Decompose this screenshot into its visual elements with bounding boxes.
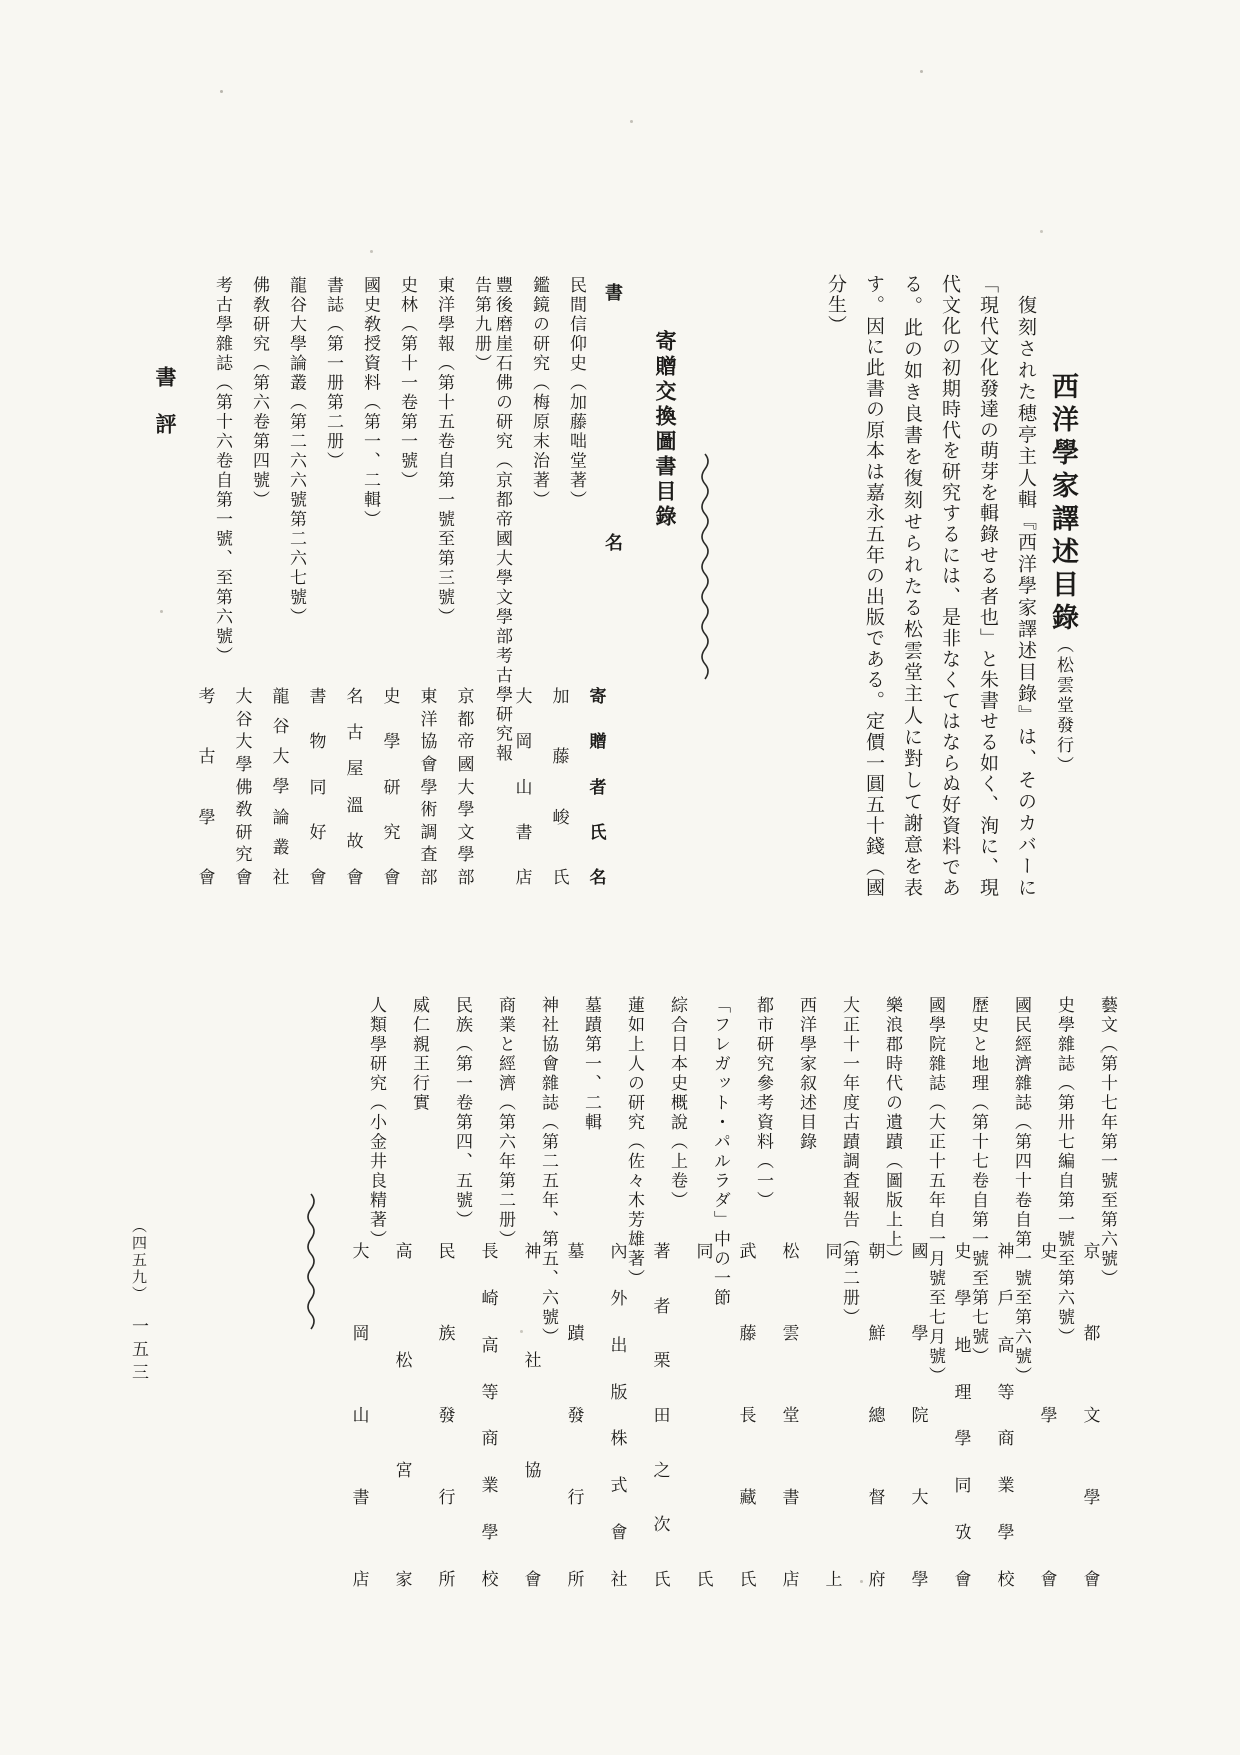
donor-char: 古 [346,723,364,743]
donor-char: 同 [954,1476,972,1496]
book-title: 國史敎授資料（第一、二輯） [361,276,380,530]
book-entry [198,276,233,916]
donor-char: 學 [1083,1488,1101,1507]
donor-char: 書 [515,822,533,842]
donor-char: 戶 [997,1288,1015,1308]
book-title: 都市研究參考資料（一） [754,996,773,1211]
donor-char: 版 [610,1382,628,1402]
donor-char: 名 [589,868,607,887]
donor-char: 京 [457,687,475,706]
donor-char: 族 [438,1324,456,1343]
donor-char: 著 [653,1242,671,1261]
donor-char: 同 [309,777,327,797]
donor-char: 大 [352,1242,370,1261]
article-publisher: （松雲堂發行） [1054,636,1073,776]
donor-char: 府 [868,1570,886,1589]
donor-char: 佛 [235,777,253,797]
book-entry [515,276,550,916]
donor-name [695,1243,715,1588]
donor-char: 峻 [552,807,570,827]
book-entry [235,276,270,916]
article-title: 西洋學家譯述目錄 [1048,372,1078,636]
donor-char: 溫 [346,795,364,815]
donor-char: 發 [567,1406,585,1425]
book-title: 墓蹟第一、二輯 [582,996,601,1133]
book-title: 龍谷大學論叢（第二六六號第二六七號） [287,276,306,627]
book-title: 歷史と地理（第十七卷自第一號至第七號） [969,996,988,1367]
donor-char: 高 [997,1335,1015,1355]
donor-char: 査 [420,845,438,865]
book-entry [481,996,516,1596]
donor-name [609,1243,629,1588]
donor-char: 洋 [420,709,438,729]
book-entry [696,996,731,1596]
donor-char: 物 [309,732,327,752]
donor-char: 贈 [589,732,607,752]
donor-char: 會 [420,754,438,774]
donor-char: 學 [457,800,475,820]
donor-char: 岡 [352,1324,370,1343]
donor-char: 崎 [481,1288,499,1308]
donor-char: 攷 [954,1523,972,1543]
donor-char: 行 [567,1488,585,1507]
donor-char: 式 [610,1476,628,1496]
donor-char: 校 [997,1569,1015,1589]
book-title: 商業と經濟（第六年第二册） [496,996,515,1250]
donor-char: 堂 [782,1406,800,1425]
donor-name [996,1243,1016,1588]
book-entry [438,996,473,1596]
donor-char: 長 [481,1242,499,1261]
donor-char: 會 [235,868,253,887]
donor-char: 蹟 [567,1324,585,1343]
donor-char: 學 [457,845,475,865]
donor-char: 學 [997,1523,1015,1543]
donor-char: 研 [383,777,401,797]
donor-char: 會 [346,867,364,887]
donor-name [514,688,534,886]
donor-char: 史 [383,687,401,706]
donor-char: 店 [782,1570,800,1589]
donor-char: 岡 [515,732,533,752]
book-entry [457,276,513,916]
donor-char: 鮮 [868,1324,886,1343]
donor-char: 松 [782,1242,800,1261]
donor-char: 所 [438,1570,456,1589]
donor-char: 帝 [457,732,475,752]
donor-char: 會 [1040,1570,1058,1589]
column-header-donor-name [588,688,608,886]
donor-name [1082,1243,1102,1588]
donor-char: 神 [524,1242,542,1261]
book-title: 綜合日本史概說（上卷） [668,996,687,1211]
donor-char: 社 [610,1569,628,1589]
donor-char: 書 [309,687,327,706]
donor-char: 學 [383,732,401,752]
donor-char: 研 [235,822,253,842]
donor-char: 神 [997,1242,1015,1261]
donor-char: 史 [1040,1242,1058,1261]
donor-char: 氏 [589,822,607,842]
donor-char: 會 [198,867,216,887]
donor-char: 武 [739,1242,757,1261]
book-title: 「フレガット・パルラダ」中の一節 [711,996,730,1308]
page-numbers [126,1218,151,1386]
book-entry [739,996,774,1596]
book-title: 民族（第一卷第四、五號） [453,996,472,1230]
book-entry [1040,996,1075,1596]
donor-char: 書 [352,1488,370,1507]
column-header-book-name [604,284,624,552]
donor-char: 谷 [272,717,290,737]
donor-char: 學 [911,1570,929,1589]
donor-char: 山 [515,777,533,797]
book-entry [352,996,387,1596]
donor-char: 校 [481,1569,499,1589]
list-column-headers [589,276,625,916]
book-entry [954,996,989,1596]
donor-char: 調 [420,822,438,842]
donor-char: 文 [457,822,475,842]
donor-char: 學 [420,777,438,797]
donor-char: 大 [272,747,290,767]
donor-char: 行 [438,1488,456,1507]
book-title: 鑑鏡の研究（梅原末治著） [530,276,549,510]
donor-char: 究 [383,822,401,842]
book-entry [552,276,587,916]
donor-char: 氏 [739,1570,757,1589]
book-title: 民間信仰史（加藤咄堂著） [567,276,586,510]
donor-char: 會 [309,868,327,887]
donor-char: 藤 [739,1324,757,1343]
donor-char: 出 [610,1335,628,1355]
donor-char: 學 [481,1523,499,1543]
book-entry [346,276,381,916]
donor-char: 同 [825,1242,843,1261]
donor-char: 大 [235,687,253,706]
donor-char: 協 [524,1460,542,1480]
running-head-book-review: 書評 [153,366,177,460]
donor-name [867,1243,887,1588]
donor-char: 會 [524,1569,542,1589]
book-title: 佛敎研究（第六卷第四號） [250,276,269,510]
donor-char: 社 [524,1351,542,1371]
donor-char: 外 [610,1288,628,1308]
donor-char: 大 [457,777,475,797]
book-entry [610,996,645,1596]
donor-name [1039,1243,1059,1588]
page-number-volume: （四五九） [130,1218,146,1303]
donor-char: 屋 [346,759,364,779]
donor-char: 所 [567,1570,585,1589]
donor-char: 社 [272,867,290,887]
book-title: 國民經濟雜誌（第四十卷自第一號至第六號） [1012,996,1031,1386]
review-paragraph: 復刻された穂亭主人輯『西洋學家譯述目錄』は、そのカバーに「現代文化發達の萌芽を輯錄せる者也」と朱書せる如く、洵に、現代文化の初期時代を研究するには、是非なくてはならぬ好資料である。此の如き良書を復刻せられたる松雲堂主人に對して謝意を表す。因に此書の原本は嘉永五年の出版である。定價一圓五十錢（國分生） [825,274,1036,898]
book-title: 蓮如上人の研究（佐々木芳雄著） [625,996,644,1289]
donor-name [523,1243,543,1588]
donor-name [953,1243,973,1588]
book-title: 書誌（第一册第二册） [324,276,343,471]
donor-char: 部 [420,868,438,887]
donor-char: 高 [481,1335,499,1355]
donor-name [456,688,476,886]
donor-char: 地 [954,1335,972,1355]
donor-char: 等 [481,1382,499,1402]
donor-char: 究 [235,845,253,865]
donor-char: 學 [198,807,216,827]
donor-char: 藤 [552,747,570,767]
donor-char: 會 [954,1569,972,1589]
donor-char: 會 [383,868,401,887]
donor-char: 龍 [272,687,290,706]
donor-char: 業 [997,1476,1015,1496]
donor-char: 論 [272,807,290,827]
donor-char: 古 [198,747,216,767]
donor-char: 氏 [653,1569,671,1589]
donor-char: 氏 [552,867,570,887]
donor-char: 國 [457,754,475,774]
donor-char: 學 [954,1429,972,1449]
book-title: 豐後磨崖石佛の研究（京都帝國大學文學部考古學研究報告第九册） [472,276,512,764]
donor-name [738,1243,758,1588]
donor-char: 長 [739,1406,757,1425]
donor-char: 加 [552,687,570,706]
donor-name [437,1243,457,1588]
donor-char: 國 [911,1242,929,1261]
book-title: 史林（第十一卷第一號） [398,276,417,491]
donor-char: 故 [346,831,364,851]
donor-char: 上 [825,1570,843,1589]
book-title: 國學院雜誌（大正十五年自一月號至七月號） [926,996,945,1386]
donor-char: 名 [605,533,623,553]
book-title: 西洋學家叙述目錄 [797,996,816,1152]
donor-char: 學 [954,1288,972,1308]
donor-char: 店 [352,1570,370,1589]
donor-char: 考 [198,687,216,706]
donor-char: 會 [610,1523,628,1543]
donor-char: 書 [782,1488,800,1507]
book-title: 考古學雜誌（第十六卷自第一號、至第六號） [213,276,232,666]
donated-books-list-lower [334,996,1118,1596]
donor-char: 之 [653,1460,671,1480]
donated-books-list-upper [193,276,625,916]
donor-name [394,1243,414,1588]
donor-char: 同 [696,1242,714,1261]
book-entry [653,996,688,1596]
donor-name [480,1243,500,1588]
book-entry [383,276,418,916]
book-entry [567,996,602,1596]
donor-char: 栗 [653,1351,671,1371]
donor-char: 大 [515,687,533,706]
donor-char: 高 [395,1242,413,1261]
donor-char: 株 [610,1429,628,1449]
donor-char: 好 [309,822,327,842]
donor-char: 發 [438,1406,456,1425]
article-title-block [1044,372,1083,992]
donor-char: 墓 [567,1242,585,1261]
donor-char: 總 [868,1406,886,1425]
donor-name [351,1243,371,1588]
donor-char: 田 [653,1405,671,1425]
donor-char: 者 [653,1296,671,1316]
book-entry [997,996,1032,1596]
book-title: 東洋學報（第十五卷自第一號至第三號） [435,276,454,627]
donor-char: 部 [457,868,475,887]
page-number-issue: 一五三 [129,1317,148,1386]
donor-char: 等 [997,1382,1015,1402]
donor-char: 山 [352,1406,370,1425]
donor-name [910,1243,930,1588]
donor-char: 商 [481,1429,499,1449]
book-entry [272,276,307,916]
donor-name [419,688,439,886]
book-title: 大正十一年度古蹟調査報告（第二册） [840,996,859,1328]
donor-name [197,688,217,886]
donor-char: 谷 [235,709,253,729]
donor-char: 學 [272,777,290,797]
donor-char: 店 [515,868,533,887]
donor-char: 學 [235,754,253,774]
book-entry [825,996,860,1596]
donor-name [271,688,291,886]
book-title: 藝文（第十七年第一號至第六號） [1098,996,1117,1289]
donor-char: 業 [481,1476,499,1496]
section-header-donated-books: 寄贈交換圖書目錄 [653,330,677,530]
donor-char: 東 [420,687,438,706]
donor-char: 民 [438,1242,456,1261]
donor-char: 大 [911,1488,929,1507]
book-entry [309,276,344,916]
donor-char: 書 [605,283,623,303]
book-entry [395,996,430,1596]
donor-char: 內 [610,1242,628,1261]
book-title: 神社協會雜誌（第二五年、第五、六號） [539,996,558,1347]
donor-char: 雲 [782,1324,800,1343]
donor-name [781,1243,801,1588]
donor-name [308,688,328,886]
donor-char: 朝 [868,1242,886,1261]
donor-name [551,688,571,886]
donor-name [382,688,402,886]
donor-char: 督 [868,1488,886,1507]
donor-char: 院 [911,1406,929,1425]
book-entry [782,996,817,1596]
donor-char: 史 [954,1242,972,1261]
donor-char: 名 [346,687,364,706]
donor-name [234,688,254,886]
donor-char: 協 [420,732,438,752]
scan-noise [220,90,223,93]
donor-char: 都 [457,709,475,729]
donor-char: 會 [1083,1570,1101,1589]
book-entry [420,276,455,916]
book-entry [911,996,946,1596]
book-entry [1083,996,1118,1596]
donor-char: 家 [395,1569,413,1589]
book-title: 人類學研究（小金井良精著） [367,996,386,1250]
donor-char: 學 [911,1324,929,1343]
book-title: 史學雜誌（第卅七編自第一號至第六號） [1055,996,1074,1347]
donor-char: 商 [997,1429,1015,1449]
wavy-divider [698,452,712,692]
wavy-divider-end [304,1192,318,1334]
donor-char: 次 [653,1515,671,1535]
book-entry [524,996,559,1596]
donor-char: 文 [1083,1406,1101,1425]
donor-name [824,1243,844,1588]
donor-char: 藏 [739,1488,757,1507]
donor-char: 氏 [696,1570,714,1589]
donor-char: 寄 [589,687,607,706]
book-title: 樂浪郡時代の遺蹟（圖版上上） [883,996,902,1269]
donor-name [652,1243,672,1588]
donor-char: 都 [1083,1324,1101,1343]
donor-char: 松 [395,1351,413,1371]
donor-char: 術 [420,800,438,820]
donor-char: 宮 [395,1460,413,1480]
donor-char: 學 [1040,1406,1058,1425]
donor-char: 敎 [235,800,253,820]
donor-char: 叢 [272,837,290,857]
donor-name [345,688,365,886]
donor-char: 大 [235,732,253,752]
donor-char: 者 [589,777,607,797]
donor-char: 京 [1083,1242,1101,1261]
book-entry [868,996,903,1596]
donor-char: 理 [954,1382,972,1402]
book-title: 威仁親王行實 [410,996,429,1113]
donor-name [566,1243,586,1588]
